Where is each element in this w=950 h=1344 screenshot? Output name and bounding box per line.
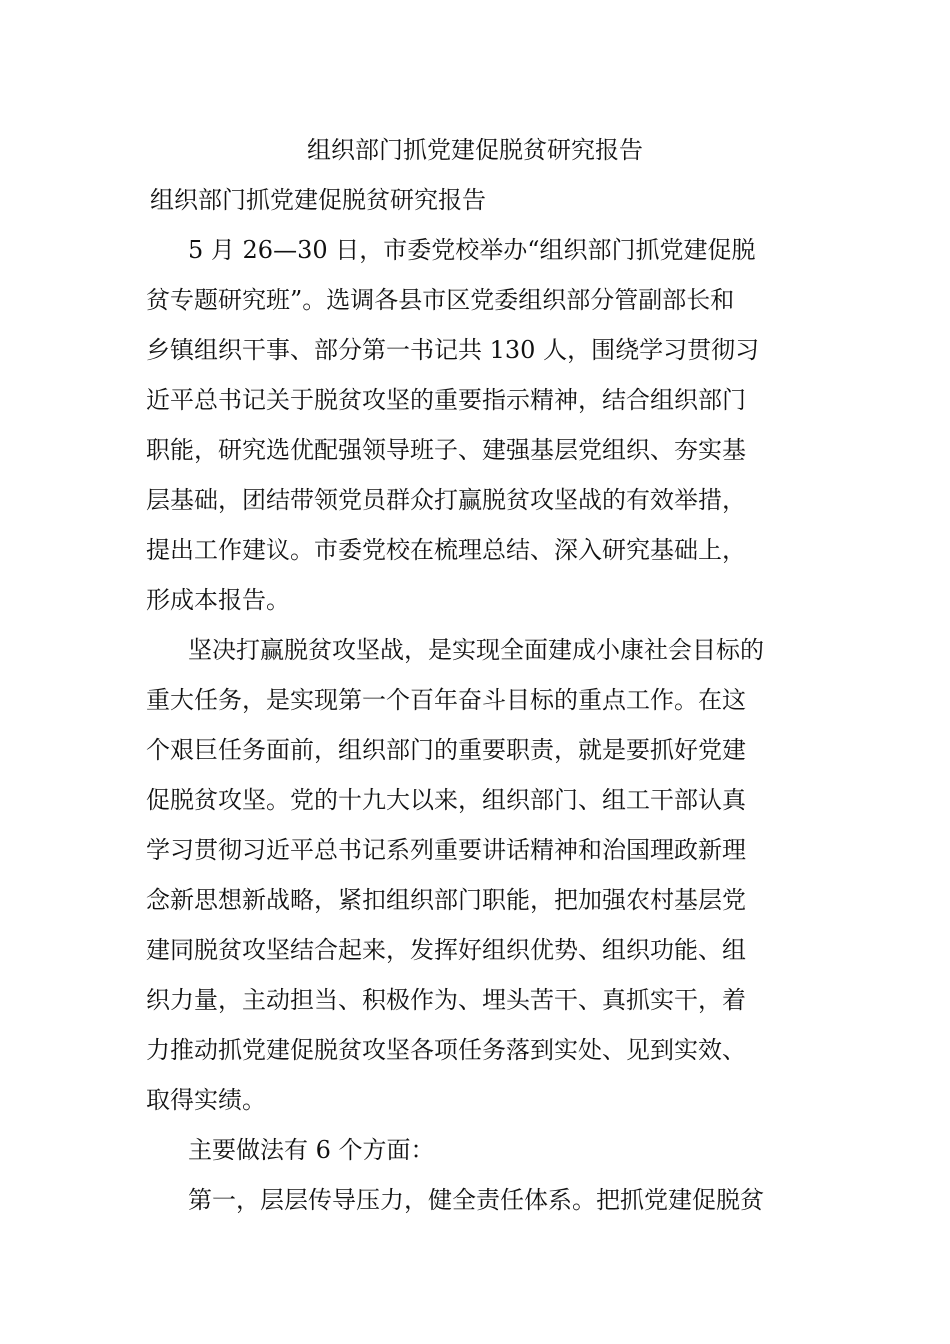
document-subtitle: 组织部门抓党建促脱贫研究报告 bbox=[150, 186, 486, 214]
paragraph-line: 形成本报告。 bbox=[146, 586, 290, 614]
paragraph-line: 贫专题研究班”。选调各县市区党委组织部分管副部长和 bbox=[146, 286, 735, 314]
paragraph-line: 坚决打赢脱贫攻坚战，是实现全面建成小康社会目标的 bbox=[188, 636, 764, 664]
paragraph-line: 近平总书记关于脱贫攻坚的重要指示精神，结合组织部门 bbox=[146, 386, 746, 414]
paragraph-line: 提出工作建议。市委党校在梳理总结、深入研究基础上， bbox=[146, 536, 746, 564]
paragraph-line: 力推动抓党建促脱贫攻坚各项任务落到实处、见到实效、 bbox=[146, 1036, 746, 1064]
paragraph-line: 第一，层层传导压力，健全责任体系。把抓党建促脱贫 bbox=[188, 1186, 764, 1214]
paragraph-line: 层基础，团结带领党员群众打赢脱贫攻坚战的有效举措， bbox=[146, 486, 746, 514]
paragraph-line: 念新思想新战略，紧扣组织部门职能，把加强农村基层党 bbox=[146, 886, 746, 914]
paragraph-line: 个艰巨任务面前，组织部门的重要职责，就是要抓好党建 bbox=[146, 736, 746, 764]
paragraph-line: 建同脱贫攻坚结合起来，发挥好组织优势、组织功能、组 bbox=[146, 936, 746, 964]
paragraph-line: 织力量，主动担当、积极作为、埋头苦干、真抓实干，着 bbox=[146, 986, 746, 1014]
paragraph-line: 职能，研究选优配强领导班子、建强基层党组织、夯实基 bbox=[146, 436, 746, 464]
paragraph-line: 主要做法有 6 个方面： bbox=[188, 1136, 435, 1164]
paragraph-line: 5 月 26—30 日，市委党校举办“组织部门抓党建促脱 bbox=[188, 236, 756, 264]
paragraph-line: 取得实绩。 bbox=[146, 1086, 266, 1114]
paragraph-line: 学习贯彻习近平总书记系列重要讲话精神和治国理政新理 bbox=[146, 836, 746, 864]
document-title: 组织部门抓党建促脱贫研究报告 bbox=[307, 136, 643, 164]
paragraph-line: 乡镇组织干事、部分第一书记共 130 人，围绕学习贯彻习 bbox=[146, 336, 760, 364]
paragraph-line: 重大任务，是实现第一个百年奋斗目标的重点工作。在这 bbox=[146, 686, 746, 714]
paragraph-line: 促脱贫攻坚。党的十九大以来，组织部门、组工干部认真 bbox=[146, 786, 746, 814]
